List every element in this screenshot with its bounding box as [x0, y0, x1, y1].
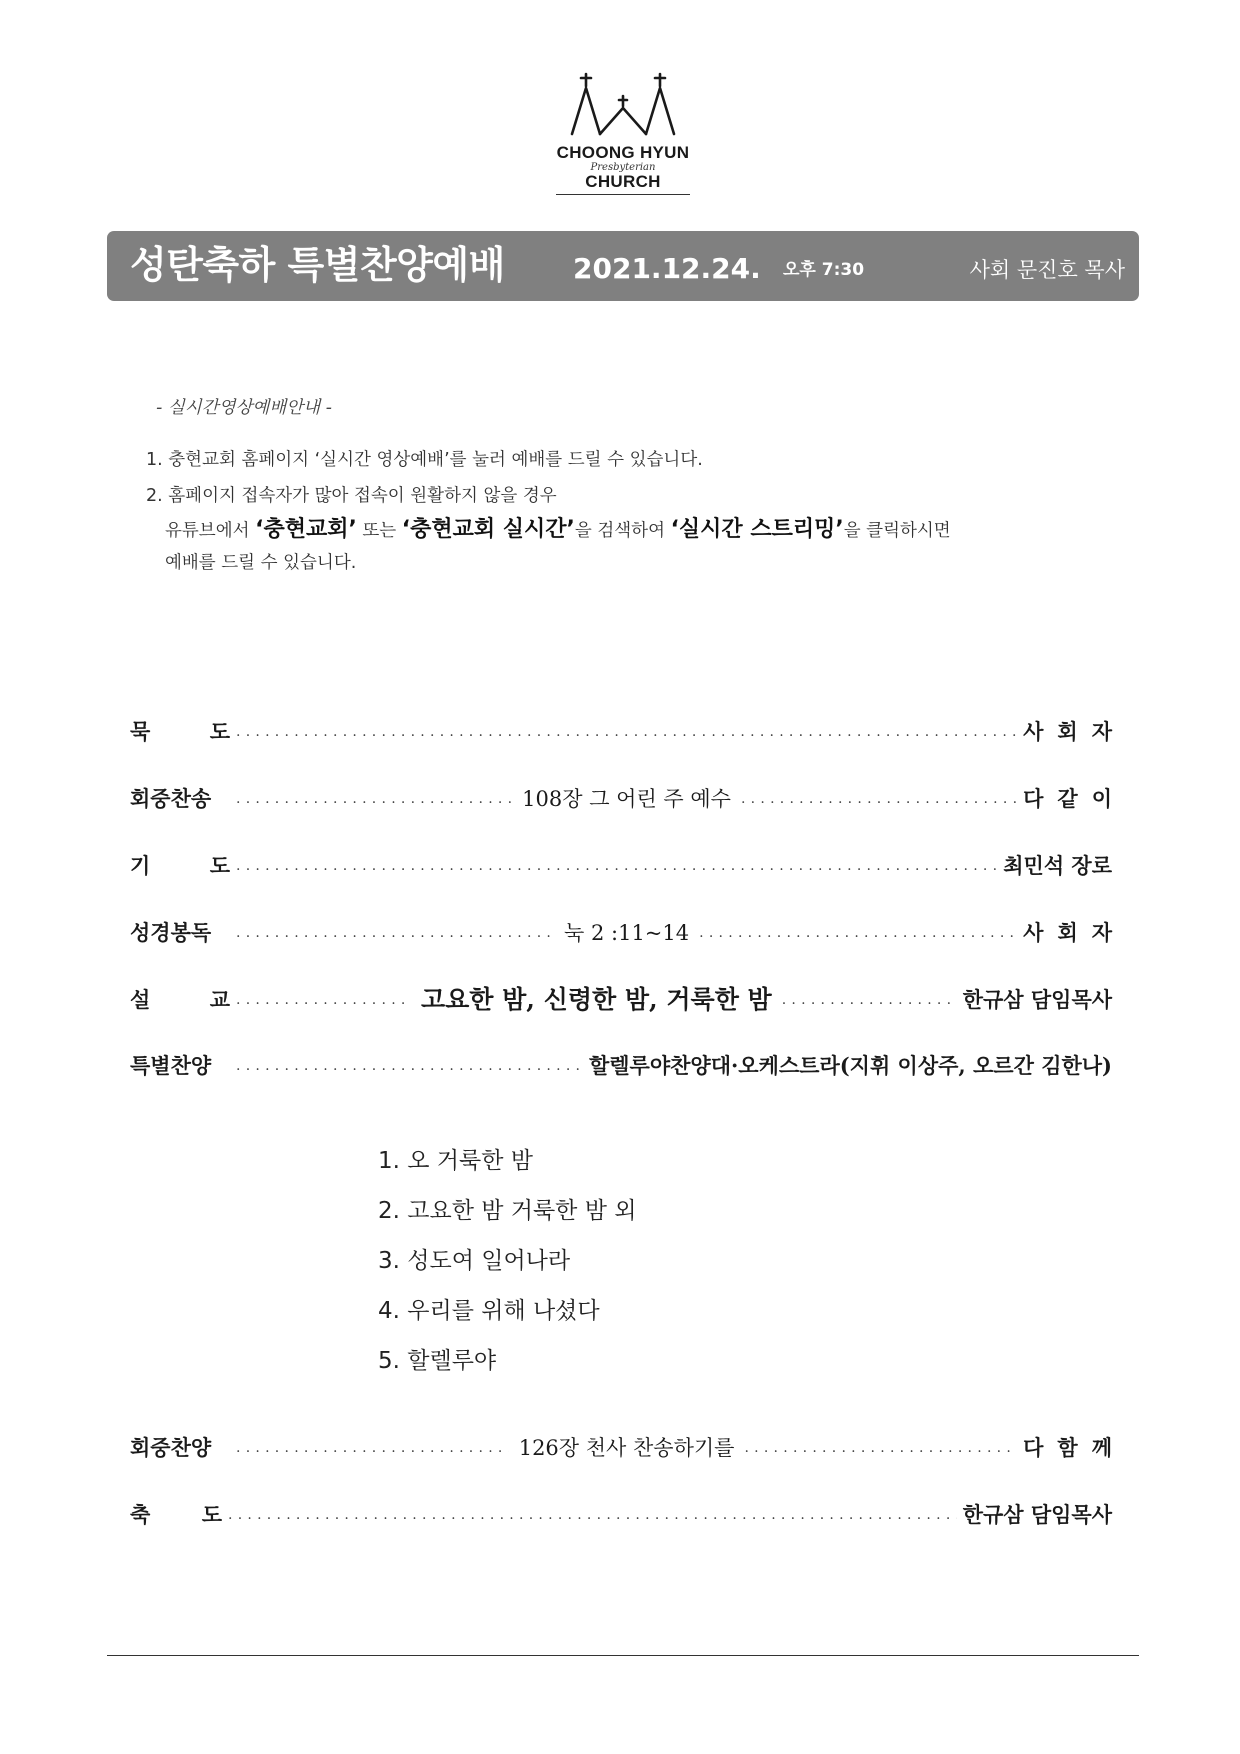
order-label: 회중찬양 [130, 1435, 212, 1460]
order-label [130, 983, 230, 1017]
notice-emphasis-2: ‘충현교회 실시간’ [401, 517, 575, 542]
order-responsible: 최민석 장로 [1003, 853, 1112, 878]
order-label-char: 묵 [130, 719, 151, 744]
order-row-silent-prayer [130, 715, 1126, 749]
dot-leader [236, 1049, 583, 1083]
order-content: 108장 그 어린 주 예수 [522, 787, 731, 811]
order-row-sermon [130, 983, 1112, 1017]
order-label-char: 설 [130, 987, 151, 1012]
order-row-benediction [130, 1498, 1112, 1532]
notice-line-1: 1. 충현교회 홈페이지 ‘실시간 영상예배’를 눌러 예배를 드릴 수 있습니다. [146, 450, 703, 470]
footer-divider [107, 1655, 1139, 1656]
dot-leader [236, 1431, 509, 1465]
dot-leader [744, 1431, 1017, 1465]
order-label [130, 715, 230, 749]
logo-name-line1: CHOONG HYUN [556, 143, 690, 162]
dot-leader [236, 916, 554, 950]
notice-line-3 [165, 512, 951, 543]
order-label-char: 도 [209, 853, 230, 878]
logo-name-line2: CHURCH [585, 172, 661, 191]
church-steeples-icon [568, 72, 678, 138]
sermon-title: 고요한 밤, 신령한 밤, 거룩한 밤 [420, 985, 772, 1014]
service-time: 오후 7:30 [783, 260, 865, 280]
order-responsible: 한규삼 담임목사 [962, 987, 1113, 1012]
dot-leader [236, 983, 411, 1017]
order-responsible: 한규삼 담임목사 [962, 1502, 1112, 1527]
order-row-congregational-hymn [130, 782, 1126, 816]
service-date: 2021.12.24. [573, 252, 761, 285]
order-label-char: 도 [201, 1502, 222, 1527]
service-title-bar [107, 231, 1139, 301]
order-responsible: 다같이 [1023, 786, 1126, 811]
dot-leader [741, 782, 1017, 816]
list-item: 4. 우리를 위해 나셨다 [378, 1298, 600, 1324]
service-title: 성탄축하 특별찬양예배 [130, 243, 505, 287]
list-item: 5. 할렐루야 [378, 1348, 497, 1374]
order-responsible: 할렐루야찬양대·오케스트라(지휘 이상주, 오르간 김한나) [588, 1053, 1112, 1078]
order-label: 회중찬송 [130, 786, 212, 811]
order-label [130, 849, 230, 883]
order-content: 126장 천사 찬송하기를 [518, 1436, 735, 1460]
order-label-char: 축 [130, 1502, 151, 1527]
order-responsible: 다함께 [1023, 1435, 1126, 1460]
list-item: 2. 고요한 밤 거룩한 밤 외 [378, 1198, 637, 1224]
notice-line-3-mid-1: 또는 [356, 521, 402, 541]
order-label-char: 기 [130, 853, 151, 878]
notice-line-3-prefix: 유튜브에서 [165, 521, 256, 541]
order-row-prayer [130, 849, 1112, 883]
order-label-char: 도 [209, 719, 230, 744]
order-label-char: 교 [209, 987, 230, 1012]
notice-emphasis-3: ‘실시간 스트리밍’ [670, 517, 844, 542]
dot-leader [699, 916, 1017, 950]
dot-leader [236, 715, 1017, 749]
list-item: 1. 오 거룩한 밤 [378, 1148, 533, 1174]
notice-line-3-mid-2: 을 검색하여 [574, 521, 671, 541]
dot-leader [228, 1498, 957, 1532]
order-row-scripture-reading [130, 916, 1127, 950]
logo-subtitle: Presbyterian [590, 162, 656, 173]
order-responsible: 사회자 [1023, 719, 1126, 744]
notice-heading: - 실시간영상예배안내 - [156, 398, 332, 418]
notice-line-4: 예배를 드릴 수 있습니다. [165, 553, 357, 573]
dot-leader [236, 782, 512, 816]
service-leader: 사회 문진호 목사 [969, 258, 1125, 282]
notice-line-3-suffix: 을 클릭하시면 [843, 521, 951, 541]
notice-line-2: 2. 홈페이지 접속자가 많아 접속이 원활하지 않을 경우 [146, 486, 557, 506]
order-row-special-anthem [130, 1049, 1112, 1083]
order-responsible: 사회자 [1023, 920, 1127, 945]
logo-underline [556, 194, 690, 195]
order-content: 눅 2 :11~14 [564, 921, 690, 945]
dot-leader [236, 849, 997, 883]
dot-leader [782, 983, 957, 1017]
church-logo [556, 72, 690, 195]
notice-emphasis-1: ‘충현교회’ [255, 517, 357, 542]
order-label [130, 1498, 222, 1532]
order-label: 특별찬양 [130, 1053, 212, 1078]
list-item: 3. 성도여 일어나라 [378, 1248, 571, 1274]
order-row-congregational-praise [130, 1431, 1126, 1465]
order-label: 성경봉독 [130, 920, 212, 945]
